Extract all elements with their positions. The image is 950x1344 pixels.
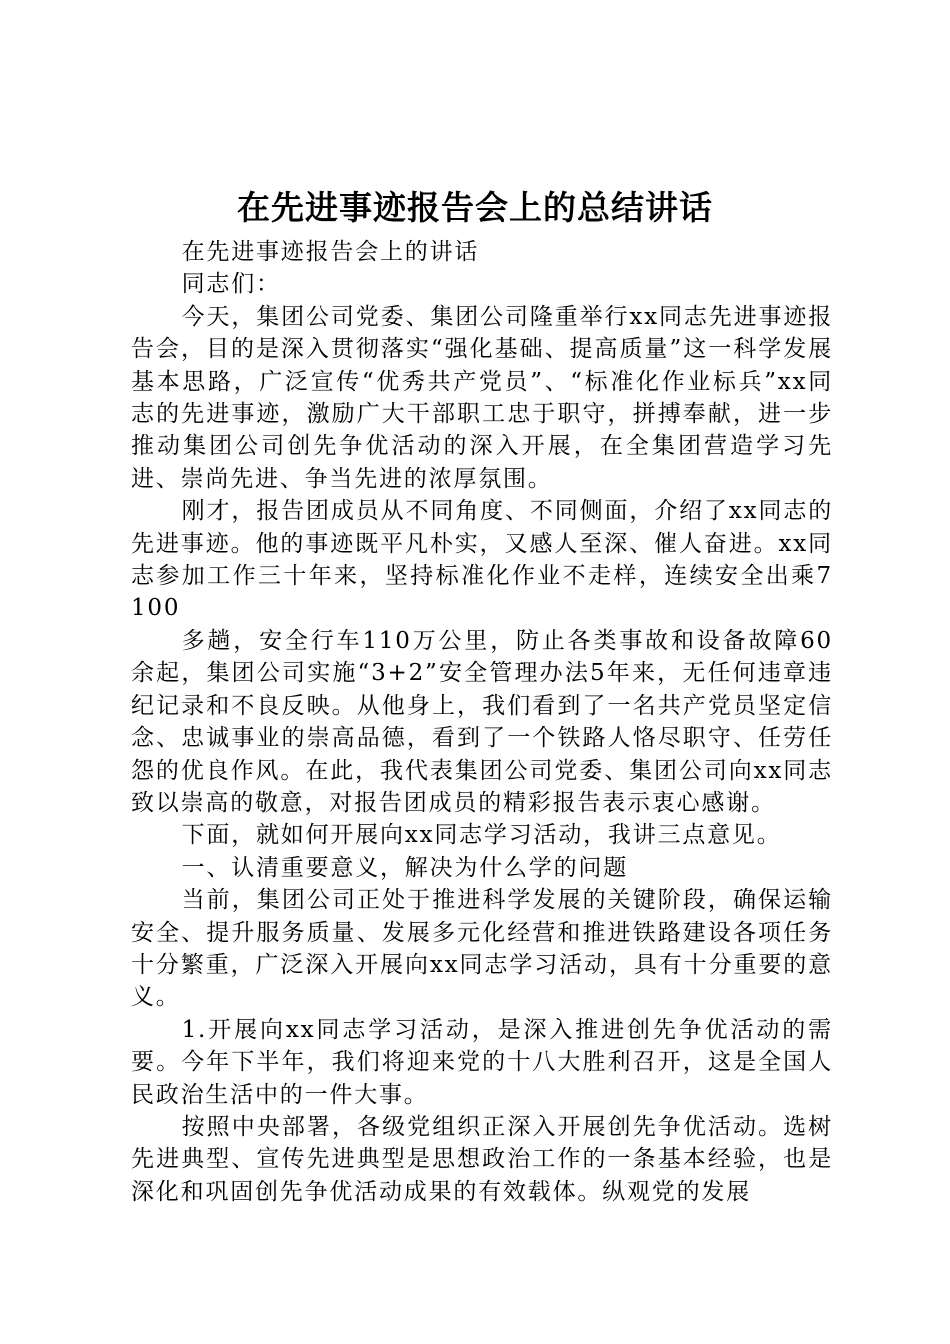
paragraph: 今天，集团公司党委、集团公司隆重举行xx同志先进事迹报告会，目的是深入贯彻落实“强化基础、提高质量”这一科学发展基本思路，广泛宣传“优秀共产党员”、“标准化作业标兵”xx同志的先进事迹，激励广大干部职工忠于职守，拼搏奉献，进一步推动集团公司创先争优活动的深入开展，在全集团营造学习先进、崇尚先进、争当先进的浓厚氛围。 xyxy=(131,303,833,492)
paragraph: 当前，集团公司正处于推进科学发展的关键阶段，确保运输安全、提升服务质量、发展多元化经营和推进铁路建设各项任务十分繁重，广泛深入开展向xx同志学习活动，具有十分重要的意义。 xyxy=(131,887,833,1011)
salutation: 同志们： xyxy=(181,271,281,298)
paragraph: 1.开展向xx同志学习活动，是深入推进创先争优活动的需要。今年下半年，我们将迎来党的十八大胜利召开，这是全国人民政治生活中的一件大事。 xyxy=(131,1016,833,1108)
section-heading: 一、认清重要意义，解决为什么学的问题 xyxy=(181,854,628,881)
document-title: 在先进事迹报告会上的总结讲话 xyxy=(237,188,713,227)
paragraph: 按照中央部署，各级党组织正深入开展创先争优活动。选树先进典型、宣传先进典型是思想政治工作的一条基本经验，也是深化和巩固创先争优活动成果的有效载体。纵观党的发展 xyxy=(131,1113,833,1205)
document-body xyxy=(131,236,833,1208)
paragraph: 多趟，安全行车110万公里，防止各类事故和设备故障60余起，集团公司实施“3+2”安全管理办法5年来，无任何违章违纪记录和不良反映。从他身上，我们看到了一名共产党员坚定信念、忠诚事业的崇高品德，看到了一个铁路人恪尽职守、任劳任怨的优良作风。在此，我代表集团公司党委、集团公司向xx同志致以崇高的敬意，对报告团成员的精彩报告表示衷心感谢。 xyxy=(131,627,833,816)
speech-heading: 在先进事迹报告会上的讲话 xyxy=(181,239,480,265)
paragraph: 下面，就如何开展向xx同志学习活动，我讲三点意见。 xyxy=(181,822,782,849)
paragraph: 刚才，报告团成员从不同角度、不同侧面，介绍了xx同志的先进事迹。他的事迹既平凡朴实，又感人至深、催人奋进。xx同志参加工作三十年来，坚持标准化作业不走样，连续安全出乘7100 xyxy=(131,498,833,622)
